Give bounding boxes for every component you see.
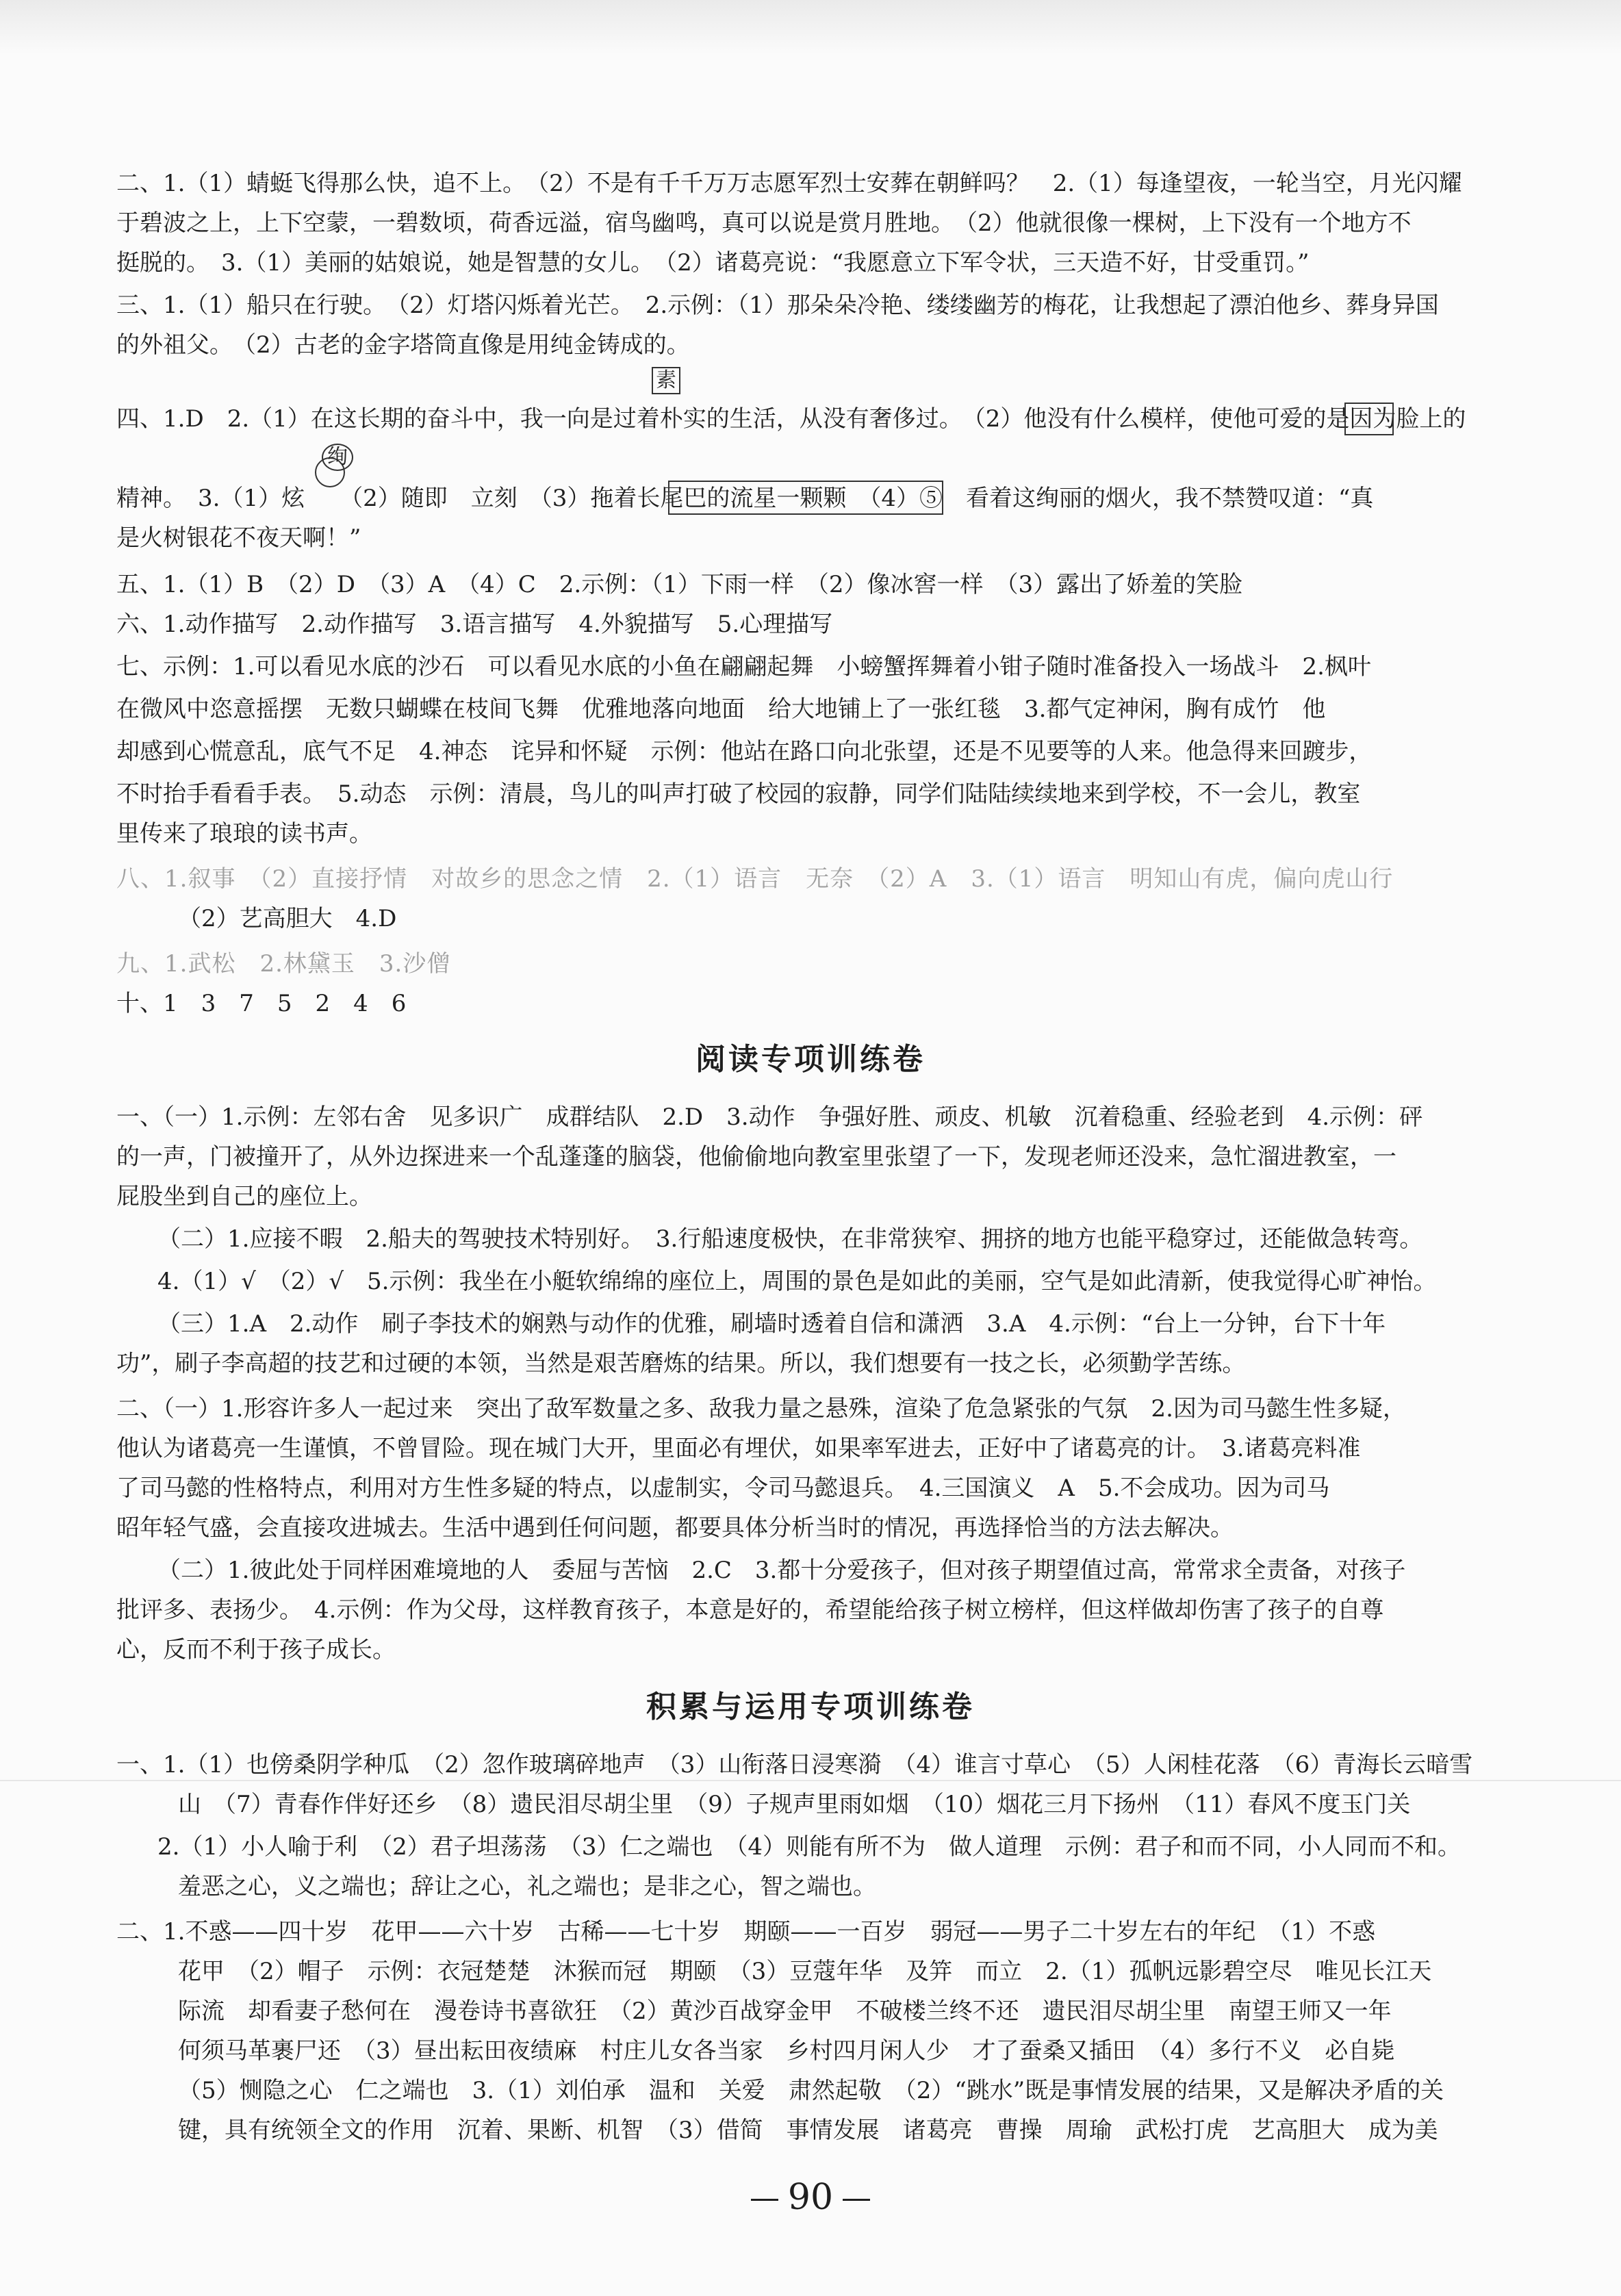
answer-line: 的一声，门被撞开了，从外边探进来一个乱蓬蓬的脑袋，他偷偷地向教室里张望了一下，发现老师还没来，急忙溜进教室，一 bbox=[116, 1143, 1396, 1171]
answer-line: 4.（1）√ （2）√ 5.示例：我坐在小艇软绵绵的座位上，周围的景色是如此的美丽，空气是如此清新，使我觉得心旷神怡。 bbox=[157, 1268, 1437, 1295]
answer-line: 挺脱的。 3.（1）美丽的姑娘说，她是智慧的女儿。 （2）诸葛亮说：“我愿意立下军令状，三天造不好，甘受重罚。” bbox=[116, 249, 1310, 277]
answer-line: 一、（一）1.示例：左邻右舍 见多识广 成群结队 2.D 3.动作 争强好胜、顽皮、机敏 沉着稳重、经验老到 4.示例：砰 bbox=[116, 1104, 1423, 1131]
answer-line: 精神。 3.（1）炫 （2）随即 立刻 （3）拖着长尾巴的流星一颗颗 （4）⑤ 看着这绚丽的烟火，我不禁赞叹道：“真 bbox=[116, 485, 1374, 512]
answer-line: 批评多、表扬少。 4.示例：作为父母，这样教育孩子，本意是好的，希望能给孩子树立榜样，但这样做却伤害了孩子的自尊 bbox=[116, 1596, 1384, 1624]
answer-line: 七、示例：1.可以看见水底的沙石 可以看见水底的小鱼在翩翩起舞 小螃蟹挥舞着小钳子随时准备投入一场战斗 2.枫叶 bbox=[116, 653, 1371, 680]
answer-line: 花甲 （2）帽子 示例：衣冠楚楚 沐猴而冠 期颐 （3）豆蔻年华 及笄 而立 2.（1）孤帆远影碧空尽 唯见长江天 bbox=[178, 1958, 1432, 1985]
answer-line: 八、1.叙事 （2）直接抒情 对故乡的思念之情 2.（1）语言 无奈 （2）A 3.（1）语言 明知山有虎，偏向虎山行 bbox=[116, 865, 1394, 893]
answer-line: 二、1.不惑——四十岁 花甲——六十岁 古稀——七十岁 期颐——一百岁 弱冠——男子二十岁左右的年纪 （1）不惑 bbox=[116, 1918, 1376, 1946]
answer-line: 2.（1）小人喻于利 （2）君子坦荡荡 （3）仁之端也 （4）则能有所不为 做人道理 示例：君子和而不同，小人同而不和。 bbox=[157, 1833, 1461, 1861]
correction-mark-xuan: 绚 bbox=[322, 444, 353, 471]
page-number: 90 bbox=[0, 2177, 1621, 2218]
answer-line: 际流 却看妻子愁何在 漫卷诗书喜欲狂 （2）黄沙百战穿金甲 不破楼兰终不还 遗民泪尽胡尘里 南望王师又一年 bbox=[178, 1998, 1392, 2025]
answer-line: 功”，刷子李高超的技艺和过硬的本领，当然是艰苦磨炼的结果。所以，我们想要有一技之长，必须勤学苦练。 bbox=[116, 1350, 1246, 1377]
answer-line: 二、（一）1.形容许多人一起过来 突出了敌军数量之多、敌我力量之悬殊，渲染了危急紧张的气氛 2.因为司马懿生性多疑， bbox=[116, 1395, 1406, 1423]
answer-line: （三）1.A 2.动作 刷子李技术的娴熟与动作的优雅，刷墙时透着自信和潇洒 3.A 4.示例：“台上一分钟，台下十年 bbox=[157, 1310, 1386, 1338]
answer-line: 四、1.D 2.（1）在这长期的奋斗中，我一向是过着朴实的生活，从没有奢侈过。 （2）他没有什么模样，使他可爱的是因为脸上的 bbox=[116, 405, 1466, 433]
answer-line: 键，具有统领全文的作用 沉着、果断、机智 （3）借简 事情发展 诸葛亮 曹操 周瑜 武松打虎 艺高胆大 成为美 bbox=[178, 2117, 1438, 2144]
answer-line: 的外祖父。 （2）古老的金字塔筒直像是用纯金铸成的。 bbox=[116, 331, 690, 359]
answer-line: （5）恻隐之心 仁之端也 3.（1）刘伯承 温和 关爱 肃然起敬 （2）“跳水”既是事情发展的结果，又是解决矛盾的关 bbox=[178, 2077, 1444, 2104]
answer-line: 十、1 3 7 5 2 4 6 bbox=[116, 990, 407, 1017]
answer-line: 心，反而不利于孩子成长。 bbox=[116, 1636, 396, 1663]
answer-line: 却感到心慌意乱，底气不足 4.神态 诧异和怀疑 示例：他站在路口向北张望，还是不见要等的人来。他急得来回踱步， bbox=[116, 738, 1373, 765]
answer-line: 山 （7）青春作伴好还乡 （8）遗民泪尽胡尘里 （9）子规声里雨如烟 （10）烟花三月下扬州 （11）春风不度玉门关 bbox=[178, 1791, 1411, 1818]
answer-line: 五、1.（1）B （2）D （3）A （4）C 2.示例：（1）下雨一样 （2）像冰窖一样 （3）露出了娇羞的笑脸 bbox=[116, 571, 1243, 598]
answer-line: 于碧波之上，上下空蒙，一碧数顷，荷香远溢，宿鸟幽鸣，真可以说是赏月胜地。 （2）他就很像一棵树，上下没有一个地方不 bbox=[116, 209, 1412, 237]
answer-line: （二）1.应接不暇 2.船夫的驾驶技术特别好。 3.行船速度极快，在非常狭窄、拥挤的地方也能平稳穿过，还能做急转弯。 bbox=[157, 1225, 1423, 1253]
answer-line: 何须马革裹尸还 （3）昼出耘田夜绩麻 村庄儿女各当家 乡村四月闲人少 才了蚕桑又插田 （4）多行不义 必自毙 bbox=[178, 2037, 1395, 2065]
answer-line: 不时抬手看看手表。 5.动态 示例：清晨，鸟儿的叫声打破了校园的寂静，同学们陆陆续续地来到学校，不一会儿，教室 bbox=[116, 780, 1361, 808]
answer-line: （二）1.彼此处于同样困难境地的人 委屈与苦恼 2.C 3.都十分爱孩子，但对孩子期望值过高，常常求全责备，对孩子 bbox=[157, 1557, 1406, 1584]
answer-line: （2）艺高胆大 4.D bbox=[178, 905, 397, 932]
scan-fold-line bbox=[0, 1780, 1621, 1781]
answer-line: 三、1.（1）船只在行驶。 （2）灯塔闪烁着光芒。 2.示例：（1）那朵朵冷艳、缕缕幽芳的梅花，让我想起了漂泊他乡、葬身异国 bbox=[116, 292, 1439, 319]
answer-line: 九、1.武松 2.林黛玉 3.沙僧 bbox=[116, 950, 451, 978]
answer-line: 他认为诸葛亮一生谨慎，不曾冒险。现在城门大开，里面必有埋伏，如果率军进去，正好中了诸葛亮的计。 3.诸葛亮料准 bbox=[116, 1435, 1361, 1462]
answer-line: 是火树银花不夜天啊！” bbox=[116, 524, 361, 552]
answer-line: 羞恶之心，义之端也；辞让之心，礼之端也；是非之心，智之端也。 bbox=[178, 1873, 876, 1900]
section-title-reading: 阅读专项训练卷 bbox=[695, 1042, 926, 1077]
highlight-box bbox=[1344, 403, 1394, 435]
answer-line: 屁股坐到自己的座位上。 bbox=[116, 1183, 372, 1210]
correction-mark-su: 素 bbox=[652, 367, 680, 394]
scan-shadow bbox=[0, 0, 1621, 55]
section-title-accumulation: 积累与运用专项训练卷 bbox=[646, 1689, 975, 1724]
answer-line: 二、1.（1）蜻蜓飞得那么快，追不上。 （2）不是有千千万万志愿军烈士安葬在朝鲜吗？ 2.（1）每逢望夜，一轮当空，月光闪耀 bbox=[116, 170, 1462, 197]
answer-line: 在微风中恣意摇摆 无数只蝴蝶在枝间飞舞 优雅地落向地面 给大地铺上了一张红毯 3.都气定神闲，胸有成竹 他 bbox=[116, 696, 1326, 723]
answer-line: 里传来了琅琅的读书声。 bbox=[116, 820, 372, 847]
answer-line: 六、1.动作描写 2.动作描写 3.语言描写 4.外貌描写 5.心理描写 bbox=[116, 611, 833, 638]
highlight-box bbox=[668, 481, 943, 515]
answer-line: 了司马懿的性格特点，利用对方生性多疑的特点，以虚制实，令司马懿退兵。 4.三国演义 A 5.不会成功。因为司马 bbox=[116, 1475, 1330, 1502]
answer-line: 一、1.（1）也傍桑阴学种瓜 （2）忽作玻璃碎地声 （3）山衔落日浸寒漪 （4）谁言寸草心 （5）人闲桂花落 （6）青海长云暗雪 bbox=[116, 1751, 1473, 1778]
answer-line: 昭年轻气盛，会直接攻进城去。生活中遇到任何问题，都要具体分析当时的情况，再选择恰当的方法去解决。 bbox=[116, 1514, 1234, 1542]
